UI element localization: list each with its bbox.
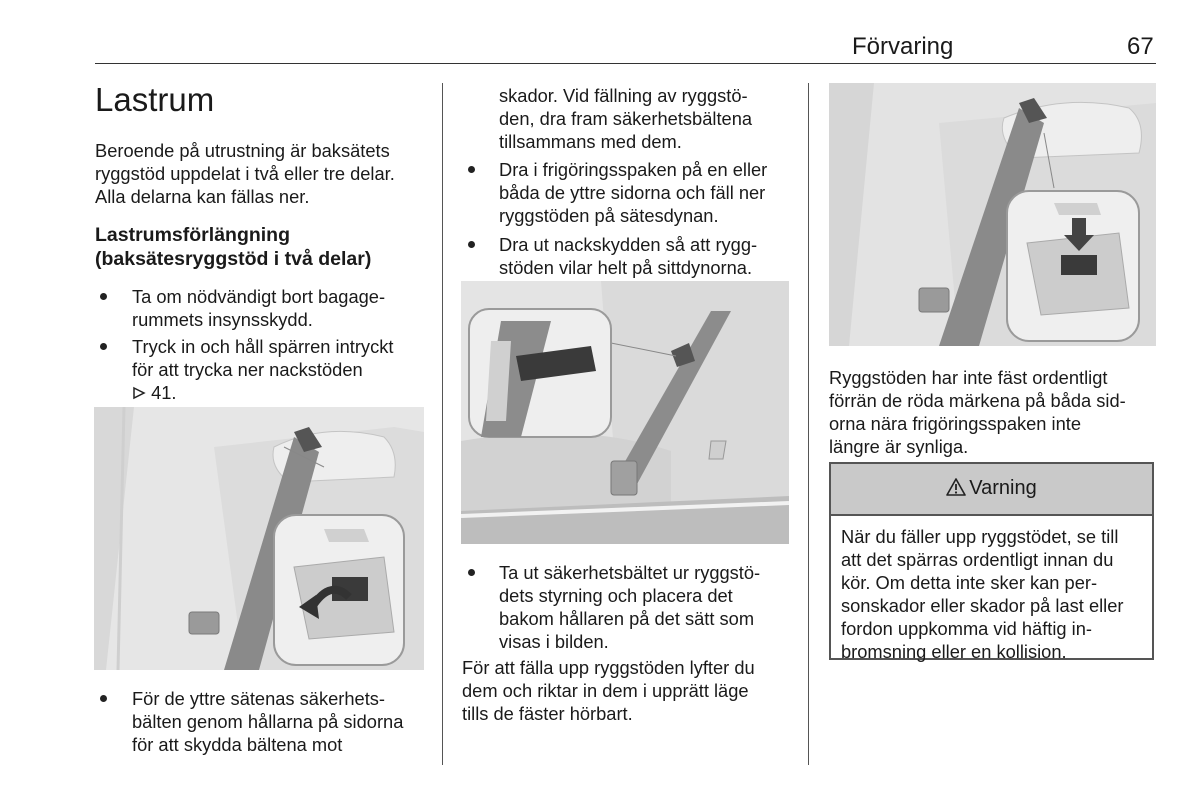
continuation-line-2: den, dra fram säkerhetsbältena xyxy=(499,108,753,129)
subheading-line-2: (baksätesryggstöd i två delar) xyxy=(95,248,372,270)
col3-paragraph-line-1: Ryggstöden har inte fäst ordentligt xyxy=(829,367,1108,388)
col2-bullet3-line-2: dets styrning och placera det xyxy=(499,585,733,606)
figure-seatbelt-holder xyxy=(461,281,789,544)
col3-paragraph-line-3: orna nära frigöringsspaken inte xyxy=(829,413,1082,434)
col2-bullet1-line-2: båda de yttre sidorna och fäll ner xyxy=(499,182,766,203)
header-rule xyxy=(95,63,1156,64)
warning-line-4: sonskador eller skador på last eller xyxy=(841,595,1124,616)
warning-line-5: fordon uppkomma vid häftig in- xyxy=(841,618,1092,639)
col2-bullet3-line-1: Ta ut säkerhetsbältet ur ryggstö- xyxy=(499,562,761,583)
bullet2-reference xyxy=(132,381,177,404)
warning-line-2: att det spärras ordentligt innan du xyxy=(841,549,1114,570)
warning-title xyxy=(831,477,1152,500)
bullet2-line-2: för att trycka ner nackstöden xyxy=(132,359,363,380)
continuation-line-1: skador. Vid fällning av ryggstö- xyxy=(499,85,748,106)
col2-bullet2-line-1: Dra ut nackskydden så att rygg- xyxy=(499,234,758,255)
warning-box xyxy=(829,462,1154,660)
col3-paragraph-line-2: förrän de röda märkena på båda sid- xyxy=(829,390,1126,411)
continuation-line-3: tillsammans med dem. xyxy=(499,131,682,152)
column-divider-1 xyxy=(442,83,443,765)
reference-page: 41. xyxy=(151,382,177,403)
bullet1-line-2: rummets insynsskydd. xyxy=(132,309,313,330)
intro-line-1: Beroende på utrustning är baksätets xyxy=(95,140,390,161)
bullet-icon xyxy=(468,569,475,576)
col2-bullet1-line-3: ryggstöden på sätesdynan. xyxy=(499,205,719,226)
figure-backrest-lever xyxy=(829,83,1156,346)
bullet3-line-2: bälten genom hållarna på sidorna xyxy=(132,711,404,732)
warning-title-text: Varning xyxy=(969,477,1037,499)
bullet2-line-1: Tryck in och håll spärren intryckt xyxy=(132,336,394,357)
warning-line-1: När du fäller upp ryggstödet, se till xyxy=(841,526,1119,547)
col3-paragraph-line-4: längre är synliga. xyxy=(829,436,969,457)
col2-bullet3-line-3: bakom hållaren på det sätt som xyxy=(499,608,755,629)
subheading-line-1: Lastrumsförlängning xyxy=(95,224,291,246)
col2-bullet3-line-4: visas i bilden. xyxy=(499,631,609,652)
page-reference-arrow-icon xyxy=(132,386,146,400)
page-title: Lastrum xyxy=(95,81,215,118)
warning-header xyxy=(831,464,1152,516)
col2-bullet1-line-1: Dra i frigöringsspaken på en eller xyxy=(499,159,768,180)
intro-line-2: ryggstöd uppdelat i två eller tre delar. xyxy=(95,163,395,184)
bullet-icon xyxy=(100,695,107,702)
warning-line-6: bromsning eller en kollision. xyxy=(841,641,1067,662)
column-divider-2 xyxy=(808,83,809,765)
bullet3-line-3: för att skydda bältena mot xyxy=(132,734,343,755)
intro-line-3: Alla delarna kan fällas ner. xyxy=(95,186,310,207)
col2-paragraph-line-1: För att fälla upp ryggstöden lyfter du xyxy=(462,657,755,678)
bullet3-line-1: För de yttre sätenas säkerhets- xyxy=(132,688,386,709)
col2-bullet2-line-2: stöden vilar helt på sittdynorna. xyxy=(499,257,753,278)
section-title: Förvaring xyxy=(852,33,954,60)
warning-line-3: kör. Om detta inte sker kan per- xyxy=(841,572,1098,593)
bullet1-line-1: Ta om nödvändigt bort bagage- xyxy=(132,286,386,307)
warning-triangle-icon xyxy=(946,478,966,496)
figure-headrest-release xyxy=(94,407,424,670)
bullet-icon xyxy=(468,166,475,173)
col2-paragraph-line-3: tills de fäster hörbart. xyxy=(462,703,633,724)
page-number: 67 xyxy=(1127,33,1154,60)
col2-paragraph-line-2: dem och riktar in dem i upprätt läge xyxy=(462,680,749,701)
bullet-icon xyxy=(100,293,107,300)
bullet-icon xyxy=(100,343,107,350)
bullet-icon xyxy=(468,241,475,248)
